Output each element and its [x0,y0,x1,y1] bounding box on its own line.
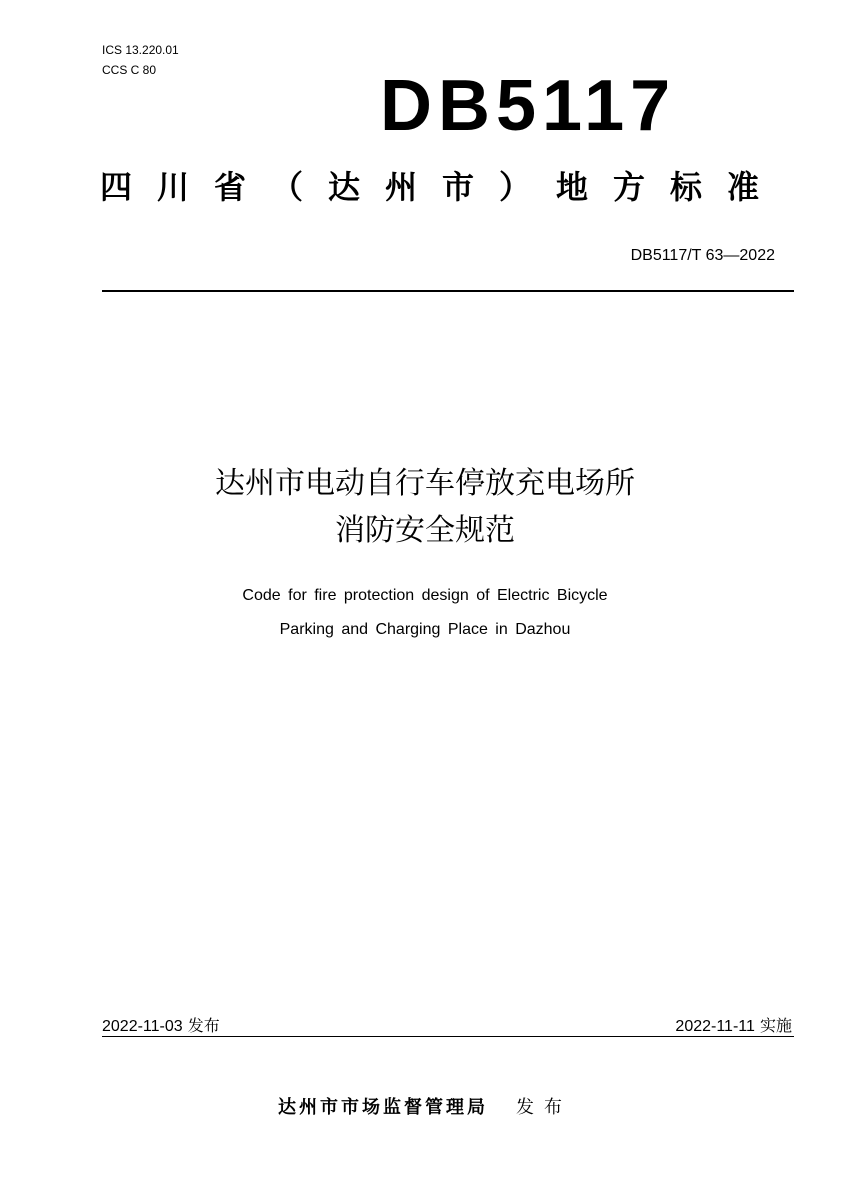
standard-code-mark: DB5117 [380,66,677,146]
implement-date [675,1016,792,1037]
standard-type: 四川省（达州市）地方标准 [100,168,785,206]
title-english-line-2: Parking and Charging Place in Dazhou [279,621,571,638]
implement-date-value: 2022-11-11 [675,1018,755,1035]
title-chinese-line-1: 达州市电动自行车停放充电场所 [215,466,635,501]
publish-date-value: 2022-11-03 [102,1018,183,1035]
top-divider [102,290,794,292]
ics-code: ICS 13.220.01 [102,43,179,57]
implement-label: 实施 [759,1016,792,1035]
title-english-line-1: Code for fire protection design of Electric Bicycle [242,587,608,604]
publish-date [102,1016,220,1037]
issuer-action: 发布 [516,1097,572,1118]
publish-label: 发布 [187,1016,220,1035]
standard-number: DB5117/T 63—2022 [630,247,775,264]
issuer-line [0,1096,850,1120]
title-chinese-line-2: 消防安全规范 [335,513,515,548]
issuer-name: 达州市市场监督管理局 [278,1097,488,1118]
ccs-code: CCS C 80 [102,63,157,77]
bottom-divider [102,1036,794,1037]
